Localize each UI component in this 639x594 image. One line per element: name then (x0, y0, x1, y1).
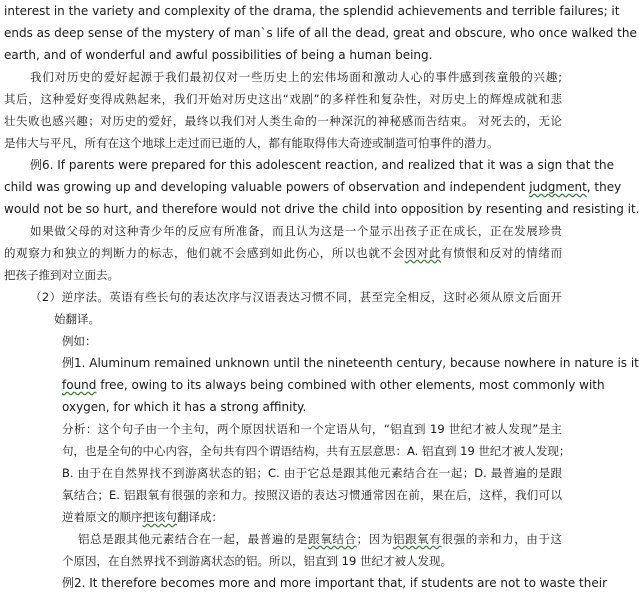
text-segment: 其后，这种爱好变得成熟起来，我们开始对历史这出“戏剧”的多样性和复杂性，对历史上的辉煌成就和悲 (4, 92, 562, 106)
text-line (4, 286, 562, 308)
text-line (4, 264, 562, 286)
text-segment: 很强的亲和力，由于这 (441, 532, 563, 546)
text-line (4, 462, 562, 484)
text-line (4, 154, 614, 176)
text-segment: 铝总是跟其他元素结合在一起，最普遍的是 (78, 532, 309, 546)
text-line (4, 572, 608, 594)
text-segment: earth, and of wonderful and awful possibilities of being a human being. (4, 48, 433, 62)
text-segment: 例6. If parents were prepared for this adolescent reaction, and realized that it was a sign that the (30, 158, 614, 172)
document-page (4, 0, 639, 594)
underlined-text: judgment (529, 180, 587, 194)
text-segment: 把孩子推到对立面去。 (4, 268, 119, 282)
underlined-text: 跟氧结合 (308, 532, 357, 546)
text-line (4, 242, 562, 264)
underlined-text: 铝跟氧有 (393, 532, 442, 546)
text-segment: 氧结合；E. 铝跟氧有很强的亲和力。按照汉语的表达习惯通常因在前，果在后，这样，我们可以 (62, 488, 562, 502)
text-segment: 例1. Aluminum remained unknown until the nineteenth century, because nowhere in nature is it (62, 356, 639, 370)
text-segment: would not be so hurt, and therefore would not drive the child into opposition by resenting and resisting it. (4, 202, 639, 216)
text-line (4, 418, 562, 440)
text-line (4, 352, 639, 374)
text-line (4, 396, 562, 418)
text-segment: 分析：这个句子由一个主句，两个原因状语和一个定语从句，“铝直到 19 世纪才被人发现”是主 (62, 422, 562, 436)
text-line (4, 550, 562, 572)
text-line (4, 110, 562, 132)
text-line (4, 22, 637, 44)
text-segment: 句，也是全句的中心内容，全句共有四个谓语结构，共有五层意思：A. 铝直到 19 世纪才被人发现； (62, 444, 571, 458)
text-line (4, 44, 562, 66)
text-line (4, 132, 562, 154)
text-segment: child was growing up and developing valuable powers of observation and independent (4, 180, 530, 194)
text-line (4, 220, 562, 242)
underlined-text: found (62, 378, 97, 392)
text-segment: B. 由于在自然界找不到游离状态的铝；C. 由于它总是跟其他元素结合在一起；D. 最普遍的是跟 (62, 466, 562, 480)
text-segment: 是伟大与平凡，所有在这个地球上走过而已逝的人，都有能取得伟大奇迹或制造可怕事件的潜力。 (4, 136, 499, 150)
text-segment: 逆着原文的顺序 (62, 510, 143, 524)
text-line (4, 484, 562, 506)
text-line (4, 198, 639, 220)
text-segment: , they (586, 180, 622, 194)
text-segment: free, owing to its always being combined with other elements, most commonly with (96, 378, 605, 392)
text-segment: 个原因，在自然界找不到游离状态的铝。所以，铝直到 19 世纪才被人发现。 (62, 554, 452, 568)
text-line (4, 176, 622, 198)
text-segment: 的观察力和独立的判断力的标志，他们就不会感到如此伤心，所以也就不会 (4, 246, 405, 260)
text-segment: ends as deep sense of the mystery of man`s life of all the dead, great and obscure, who once walked the (4, 26, 637, 40)
text-line (4, 440, 571, 462)
text-segment: （2）逆序法。英语有些长句的表达次序与汉语表达习惯不同，甚至完全相反，这时必须从原文后面开 (30, 290, 562, 304)
text-segment: 例2. It therefore becomes more and more important that, if students are not to waste their (62, 576, 608, 590)
underlined-text: 因对此 (404, 246, 442, 260)
text-segment: 有愤恨和反对的情绪而 (441, 246, 563, 260)
text-line (4, 374, 605, 396)
text-segment: 壮失败也感兴趣；对历史的爱好，最终以我们对人类生命的一种深沉的神秘感而告结束。 对死去的，无论 (4, 114, 562, 128)
text-line (4, 88, 562, 110)
text-segment: oxygen, for which it has a strong affinity. (62, 400, 307, 414)
text-segment: ；因为 (356, 532, 394, 546)
text-line (4, 308, 562, 330)
text-segment: 翻译成： (177, 510, 223, 524)
text-line (4, 506, 562, 528)
text-segment: 始翻译。 (54, 312, 100, 326)
text-line (4, 528, 562, 550)
text-segment: interest in the variety and complexity of the drama, the splendid achievements and terrible failures; it (4, 4, 620, 18)
text-line (4, 66, 562, 88)
text-line (4, 330, 562, 352)
text-segment: 我们对历史的爱好起源于我们最初仅对一些历史上的宏伟场面和激动人心的事件感到孩童般的兴趣; (30, 70, 562, 84)
underlined-text: 把该句 (142, 510, 177, 524)
text-segment: 例如： (62, 334, 97, 348)
text-line (4, 0, 620, 22)
text-segment: 如果做父母的对这种青少年的反应有所准备，而且认为这是一个显示出孩子正在成长，正在发展珍贵 (30, 224, 562, 238)
